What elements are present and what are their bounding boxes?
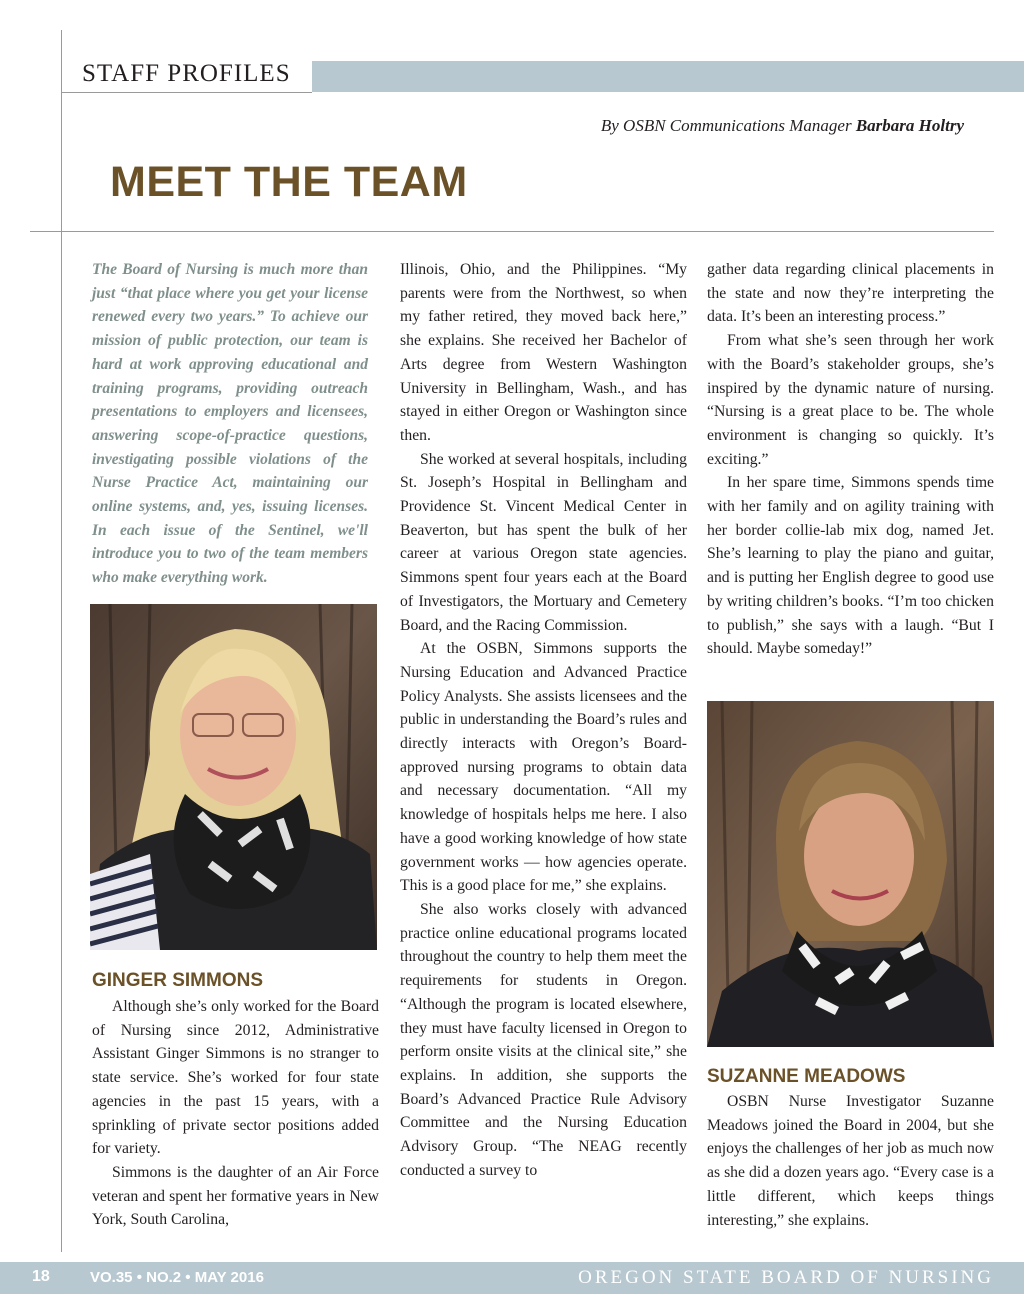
column-1-text bbox=[92, 995, 379, 1232]
column-2-text bbox=[400, 258, 687, 1182]
byline-prefix: By OSBN Communications Manager bbox=[600, 116, 852, 135]
profile-name-ginger: GINGER SIMMONS bbox=[92, 970, 264, 991]
paragraph: In her spare time, Simmons spends time with her family and on agility training with her border collie-lab mix dog, named Jet. She’s learning to play the piano and guitar, and is putting her English degree to good use by writing children’s books. “I’m too chicken to publish,” she says with a laugh. “But I should. Maybe someday!” bbox=[707, 474, 994, 658]
paragraph: Illinois, Ohio, and the Philippines. “My parents were from the Northwest, so when my father retired, they moved back here,” she explains. She received her Bachelor of Arts degree from Western Washington University in Bellingham, Wash., and has stayed in either Oregon or Washington since then. bbox=[400, 261, 687, 444]
section-label: STAFF PROFILES bbox=[82, 60, 291, 87]
section-header-bar bbox=[312, 61, 1024, 92]
paragraph: She also works closely with advanced practice online educational programs located throughout the country to help them meet the requirements for students in Oregon. “Although the program is located elsewhere, they must have faculty licensed in Oregon to perform onsite visits at the clinical site,” she explains. In addition, she supports the Board’s Advanced Practice Rule Advisory Committee and the Nursing Education Advisory Group. “The NEAG recently conducted a survey to bbox=[400, 900, 687, 1179]
intro-text: The Board of Nursing is much more than just “that place where you get your license renewed every two years.” To achieve our mission of public protection, our team is hard at work approving educational and training programs, providing outreach presentations to employers and licensees, answering scope-of-practice questions, investigating possible violations of the Nurse Practice Act, maintaining our online systems, and, yes, issuing licenses. In each issue of the Sentinel, we'll introduce you to two of the team members who make everything work. bbox=[92, 261, 368, 587]
paragraph: From what she’s seen through her work with the Board’s stakeholder groups, she’s inspired by the dynamic nature of nursing. “Nursing is a great place to be. The whole environment is changing so quickly. It’s exciting.” bbox=[707, 332, 994, 468]
suzanne-meadows-photo bbox=[707, 701, 994, 1047]
organization-name: OREGON STATE BOARD OF NURSING bbox=[578, 1267, 994, 1288]
paragraph: At the OSBN, Simmons supports the Nursing Education and Advanced Practice Policy Analysts. She assists licensees and the public in understanding the Board’s rules and directly interacts with Oregon’s Board-approved nursing programs to obtain data and necessary documentation. “All my knowledge of hospitals helps me here. I also have a good working knowledge of how state government works — how agencies operate. This is a good place for me,” she explains. bbox=[400, 640, 687, 895]
ginger-simmons-photo bbox=[90, 604, 377, 950]
column-3-lower-text bbox=[707, 1090, 994, 1232]
page-number: 18 bbox=[32, 1268, 50, 1285]
paragraph: She worked at several hospitals, including St. Joseph’s Hospital in Bellingham and Providence St. Vincent Medical Center in Beaverton, but has spent the bulk of her career at various Oregon state agencies. Simmons spent four years each at the Board of Investigators, the Mortuary and Cemetery Board, and the Racing Commission. bbox=[400, 450, 687, 634]
paragraph: gather data regarding clinical placements in the state and now they’re interpreting the data. It’s been an interesting process.” bbox=[707, 261, 994, 326]
byline-author: Barbara Holtry bbox=[855, 116, 964, 135]
column-3-text bbox=[707, 258, 994, 661]
margin-rule-vertical bbox=[61, 30, 62, 1252]
paragraph: Although she’s only worked for the Board of Nursing since 2012, Administrative Assistant Ginger Simmons is no stranger to state service. She’s worked for four state agencies in the past 15 years, with a sprinkling of private sector positions added for variety. bbox=[92, 998, 379, 1158]
profile-name-suzanne: SUZANNE MEADOWS bbox=[707, 1066, 906, 1087]
issue-info: VO.35 • NO.2 • MAY 2016 bbox=[90, 1269, 264, 1286]
section-underline bbox=[61, 92, 312, 93]
paragraph: OSBN Nurse Investigator Suzanne Meadows joined the Board in 2004, but she enjoys the challenges of her job as much now as she did a dozen years ago. “Every case is a little different, which keeps things interesting,” she explains. bbox=[707, 1093, 994, 1229]
page-title: MEET THE TEAM bbox=[110, 158, 468, 206]
paragraph: Simmons is the daughter of an Air Force veteran and spent her formative years in New York, South Carolina, bbox=[92, 1163, 379, 1229]
byline bbox=[601, 116, 964, 136]
header-rule bbox=[30, 231, 994, 232]
